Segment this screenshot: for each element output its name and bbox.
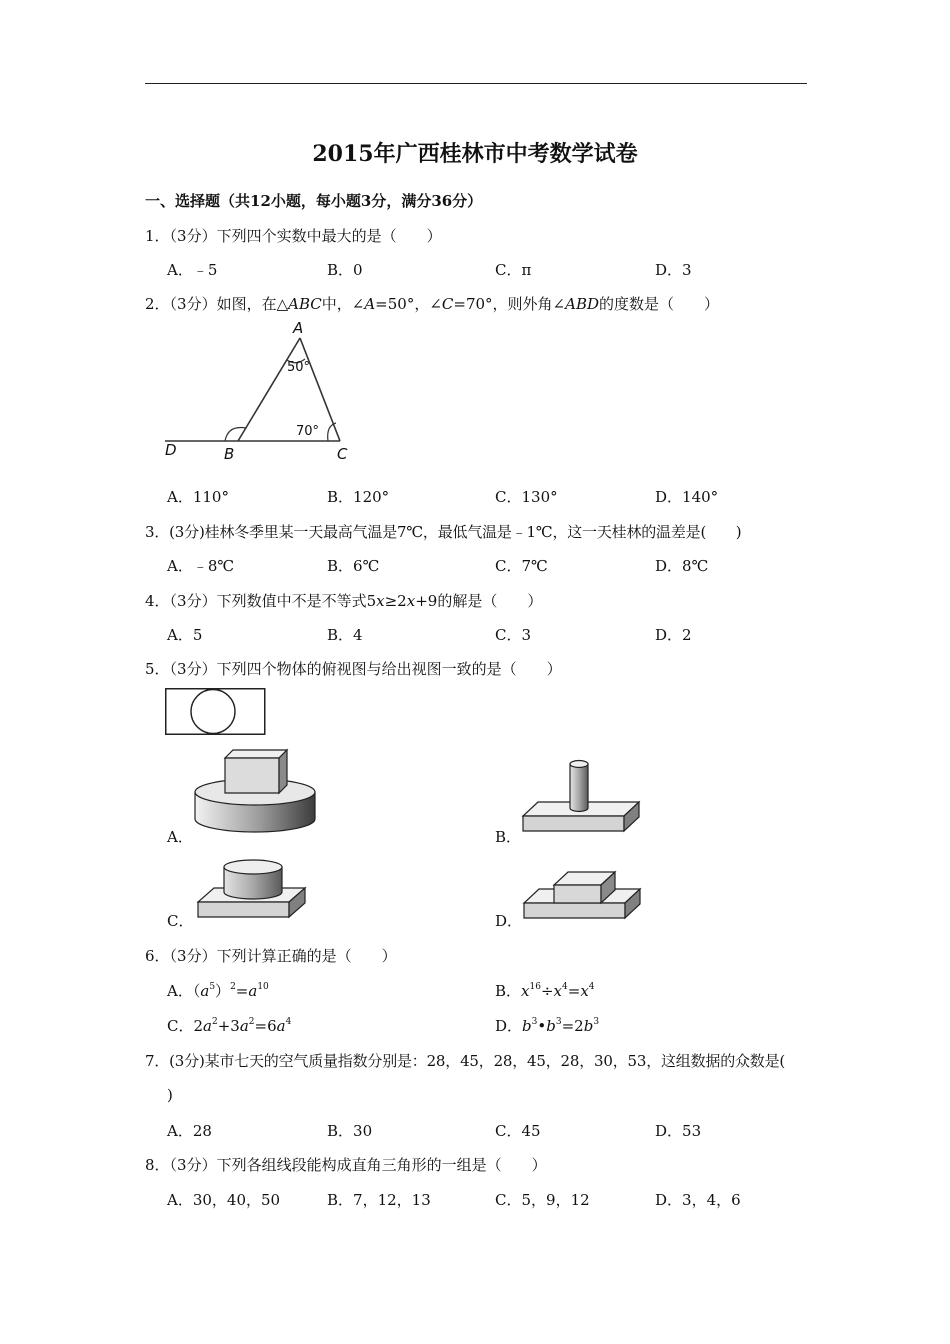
question-5: 5．（3分）下列四个物体的俯视图与给出视图一致的是（ ） [145, 660, 562, 678]
q5-option-b: B． [495, 828, 522, 846]
q2-option-c: C．130° [495, 488, 558, 506]
q3-option-b: B．6℃ [327, 557, 380, 575]
q1-option-d: D．3 [655, 261, 692, 279]
q1-option-b: B．0 [327, 261, 363, 279]
solid-b-figure [520, 756, 645, 838]
question-7: 7．(3分)某市七天的空气质量指数分别是：28，45，28，45，28，30，53，这组数据的众数是( [145, 1052, 786, 1070]
top-view-figure [165, 688, 267, 736]
question-2: 2．（3分）如图，在△ABC中，∠A=50°，∠C=70°，则外角∠ABD的度数是（ ） [145, 295, 720, 313]
triangle-figure [160, 320, 360, 465]
q7-option-c: C．45 [495, 1122, 541, 1140]
q6-option-b: B．$x^{16}\div x^4=x^4$ [495, 982, 595, 1000]
q5-option-c: C． [167, 912, 194, 930]
fig-label-d: D [165, 441, 177, 459]
q1-option-c: C．π [495, 261, 532, 279]
q3-option-a: A．﹣8℃ [167, 557, 235, 575]
fig-label-a: A [293, 319, 304, 337]
q7-option-a: A．28 [167, 1122, 212, 1140]
q8-option-d: D．3，4，6 [655, 1191, 741, 1209]
question-6: 6．（3分）下列计算正确的是（ ） [145, 947, 397, 965]
q2-option-d: D．140° [655, 488, 719, 506]
fig-label-c: C [337, 445, 348, 463]
q8-option-b: B．7，12，13 [327, 1191, 431, 1209]
solid-a-figure [193, 748, 318, 838]
q6-option-c: C．$2a^2+3a^2=6a^4$ [167, 1017, 292, 1035]
fig-angle-a: 50° [287, 360, 311, 375]
q6-option-d: D．$b^3•b^3=2b^3$ [495, 1017, 600, 1035]
solid-c-figure [195, 855, 310, 923]
q3-option-c: C．7℃ [495, 557, 548, 575]
q7-option-b: B．30 [327, 1122, 373, 1140]
q4-option-b: B．4 [327, 626, 363, 644]
question-8: 8．（3分）下列各组线段能构成直角三角形的一组是（ ） [145, 1156, 547, 1174]
q2-option-a: A．110° [167, 488, 229, 506]
fig-angle-c: 70° [296, 424, 320, 439]
q5-option-d: D． [495, 912, 523, 930]
q3-option-d: D．8℃ [655, 557, 709, 575]
q7-option-d: D．53 [655, 1122, 702, 1140]
q4-option-c: C．3 [495, 626, 532, 644]
q5-option-a: A． [167, 828, 193, 846]
question-7-cont: ) [167, 1086, 173, 1104]
q6-option-a: A．$(a^5)^2=a^{10}$ [167, 982, 269, 1000]
q4-option-a: A．5 [167, 626, 203, 644]
solid-d-figure [521, 860, 646, 924]
q2-option-b: B．120° [327, 488, 390, 506]
fig-label-b: B [224, 445, 235, 463]
question-4: 4．（3分）下列数值中不是不等式5x≥2x+9的解是（ ） [145, 592, 543, 610]
q4-option-d: D．2 [655, 626, 692, 644]
question-3: 3．(3分)桂林冬季里某一天最高气温是7℃，最低气温是﹣1℃，这一天桂林的温差是( ) [145, 523, 742, 541]
q8-option-c: C．5，9，12 [495, 1191, 590, 1209]
section-heading: 一、选择题（共12小题，每小题3分，满分36分） [145, 192, 483, 210]
q8-option-a: A．30，40，50 [167, 1191, 281, 1209]
header-rule [145, 83, 807, 84]
question-1: 1．（3分）下列四个实数中最大的是（ ） [145, 227, 442, 245]
q1-option-a: A．﹣5 [167, 261, 218, 279]
page-title: 2015年广西桂林市中考数学试卷 [312, 141, 638, 167]
